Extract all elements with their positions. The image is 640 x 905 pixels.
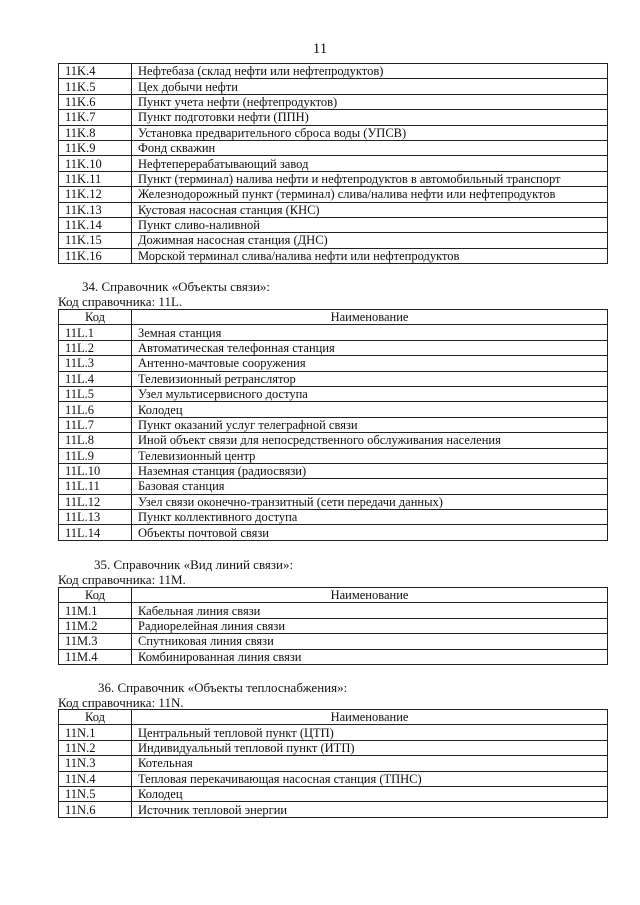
table-row <box>59 171 608 186</box>
table-row <box>59 463 608 478</box>
table-row <box>59 371 608 386</box>
row-name: Тепловая перекачивающая насосная станция (ТПНС) <box>132 771 608 786</box>
table-row <box>59 618 608 633</box>
row-code: 11K.13 <box>59 202 132 217</box>
table-row <box>59 217 608 232</box>
row-name: Пункт оказаний услуг телеграфной связи <box>132 417 608 432</box>
table-row <box>59 340 608 355</box>
row-name: Котельная <box>132 756 608 771</box>
row-name: Иной объект связи для непосредственного обслуживания населения <box>132 433 608 448</box>
table-row <box>59 417 608 432</box>
row-code: 11L.9 <box>59 448 132 463</box>
table-row <box>59 325 608 340</box>
table-n-header <box>59 710 608 725</box>
row-code: 11K.14 <box>59 217 132 232</box>
row-name: Центральный тепловой пункт (ЦТП) <box>132 725 608 740</box>
row-code: 11L.11 <box>59 479 132 494</box>
row-code: 11L.10 <box>59 463 132 478</box>
row-name: Пункт (терминал) налива нефти и нефтепродуктов в автомобильный транспорт <box>132 171 608 186</box>
row-name: Земная станция <box>132 325 608 340</box>
row-code: 11L.5 <box>59 386 132 401</box>
table-row <box>59 125 608 140</box>
row-code: 11K.8 <box>59 125 132 140</box>
table-row <box>59 110 608 125</box>
row-name: Установка предварительного сброса воды (УПСВ) <box>132 125 608 140</box>
table-row <box>59 756 608 771</box>
row-name: Узел мультисервисного доступа <box>132 386 608 401</box>
table-row <box>59 510 608 525</box>
row-name: Узел связи оконечно-транзитный (сети передачи данных) <box>132 494 608 509</box>
row-code: 11K.5 <box>59 79 132 94</box>
section-34-heading: 34. Справочник «Объекты связи»: <box>82 279 271 294</box>
row-name: Комбинированная линия связи <box>132 649 608 664</box>
col-name-header: Наименование <box>132 310 608 325</box>
table-row <box>59 740 608 755</box>
row-code: 11K.6 <box>59 94 132 109</box>
row-name: Спутниковая линия связи <box>132 634 608 649</box>
row-code: 11K.7 <box>59 110 132 125</box>
row-code: 11N.1 <box>59 725 132 740</box>
row-name: Антенно-мачтовые сооружения <box>132 356 608 371</box>
section-36-code-line: Код справочника: 11N. <box>58 695 184 710</box>
section-36-heading: 36. Справочник «Объекты теплоснабжения»: <box>98 680 348 695</box>
table-row <box>59 233 608 248</box>
row-code: 11K.12 <box>59 187 132 202</box>
table-row <box>59 64 608 79</box>
table-row <box>59 187 608 202</box>
row-code: 11K.16 <box>59 248 132 263</box>
row-name: Телевизионный ретранслятор <box>132 371 608 386</box>
table-row <box>59 94 608 109</box>
table-row <box>59 525 608 540</box>
table-row <box>59 494 608 509</box>
row-code: 11M.2 <box>59 618 132 633</box>
table-row <box>59 448 608 463</box>
section-34-code-line: Код справочника: 11L. <box>58 294 183 309</box>
table-row <box>59 356 608 371</box>
row-code: 11L.6 <box>59 402 132 417</box>
table-row <box>59 603 608 618</box>
row-name: Железнодорожный пункт (терминал) слива/налива нефти или нефтепродуктов <box>132 187 608 202</box>
table-row <box>59 786 608 801</box>
row-name: Колодец <box>132 786 608 801</box>
row-code: 11M.1 <box>59 603 132 618</box>
row-name: Колодец <box>132 402 608 417</box>
page-number: 11 <box>312 41 328 57</box>
table-k-body <box>59 64 608 264</box>
table-l-body <box>59 325 608 540</box>
row-name: Нефтеперерабатывающий завод <box>132 156 608 171</box>
row-name: Наземная станция (радиосвязи) <box>132 463 608 478</box>
row-name: Морской терминал слива/налива нефти или нефтепродуктов <box>132 248 608 263</box>
table-row <box>59 156 608 171</box>
table-l-header <box>59 310 608 325</box>
row-name: Нефтебаза (склад нефти или нефтепродуктов) <box>132 64 608 79</box>
section-35-code-line: Код справочника: 11M. <box>58 572 186 587</box>
col-code-header: Код <box>59 310 132 325</box>
row-name: Пункт сливо-наливной <box>132 217 608 232</box>
row-name: Источник тепловой энергии <box>132 802 608 817</box>
table-row <box>59 634 608 649</box>
row-code: 11K.11 <box>59 171 132 186</box>
row-code: 11L.7 <box>59 417 132 432</box>
row-name: Дожимная насосная станция (ДНС) <box>132 233 608 248</box>
row-code: 11L.12 <box>59 494 132 509</box>
row-code: 11M.3 <box>59 634 132 649</box>
table-m-body <box>59 603 608 665</box>
table-n-body <box>59 725 608 817</box>
row-code: 11L.2 <box>59 340 132 355</box>
table-row <box>59 79 608 94</box>
row-name: Цех добычи нефти <box>132 79 608 94</box>
row-name: Объекты почтовой связи <box>132 525 608 540</box>
row-name: Пункт коллективного доступа <box>132 510 608 525</box>
row-name: Кабельная линия связи <box>132 603 608 618</box>
row-name: Кустовая насосная станция (КНС) <box>132 202 608 217</box>
table-row <box>59 725 608 740</box>
row-code: 11L.4 <box>59 371 132 386</box>
table-row <box>59 248 608 263</box>
table-k <box>58 63 608 264</box>
row-code: 11K.10 <box>59 156 132 171</box>
row-code: 11L.8 <box>59 433 132 448</box>
table-row <box>59 402 608 417</box>
row-code: 11L.13 <box>59 510 132 525</box>
table-l <box>58 309 608 541</box>
row-code: 11N.4 <box>59 771 132 786</box>
col-name-header: Наименование <box>132 588 608 603</box>
row-code: 11N.6 <box>59 802 132 817</box>
section-35-heading: 35. Справочник «Вид линий связи»: <box>94 557 294 572</box>
row-name: Пункт учета нефти (нефтепродуктов) <box>132 94 608 109</box>
table-row <box>59 202 608 217</box>
row-code: 11K.9 <box>59 140 132 155</box>
row-code: 11N.3 <box>59 756 132 771</box>
table-row <box>59 433 608 448</box>
row-code: 11K.4 <box>59 64 132 79</box>
row-code: 11N.5 <box>59 786 132 801</box>
row-code: 11L.14 <box>59 525 132 540</box>
table-m-header <box>59 588 608 603</box>
table-row <box>59 771 608 786</box>
row-code: 11K.15 <box>59 233 132 248</box>
table-row <box>59 386 608 401</box>
row-code: 11M.4 <box>59 649 132 664</box>
table-row <box>59 649 608 664</box>
col-name-header: Наименование <box>132 710 608 725</box>
table-row <box>59 479 608 494</box>
table-n <box>58 709 608 818</box>
table-row <box>59 140 608 155</box>
row-name: Индивидуальный тепловой пункт (ИТП) <box>132 740 608 755</box>
table-row <box>59 802 608 817</box>
table-m <box>58 587 608 665</box>
row-name: Пункт подготовки нефти (ППН) <box>132 110 608 125</box>
row-name: Телевизионный центр <box>132 448 608 463</box>
row-name: Базовая станция <box>132 479 608 494</box>
row-name: Автоматическая телефонная станция <box>132 340 608 355</box>
row-code: 11N.2 <box>59 740 132 755</box>
row-code: 11L.1 <box>59 325 132 340</box>
row-name: Фонд скважин <box>132 140 608 155</box>
col-code-header: Код <box>59 710 132 725</box>
row-code: 11L.3 <box>59 356 132 371</box>
col-code-header: Код <box>59 588 132 603</box>
row-name: Радиорелейная линия связи <box>132 618 608 633</box>
